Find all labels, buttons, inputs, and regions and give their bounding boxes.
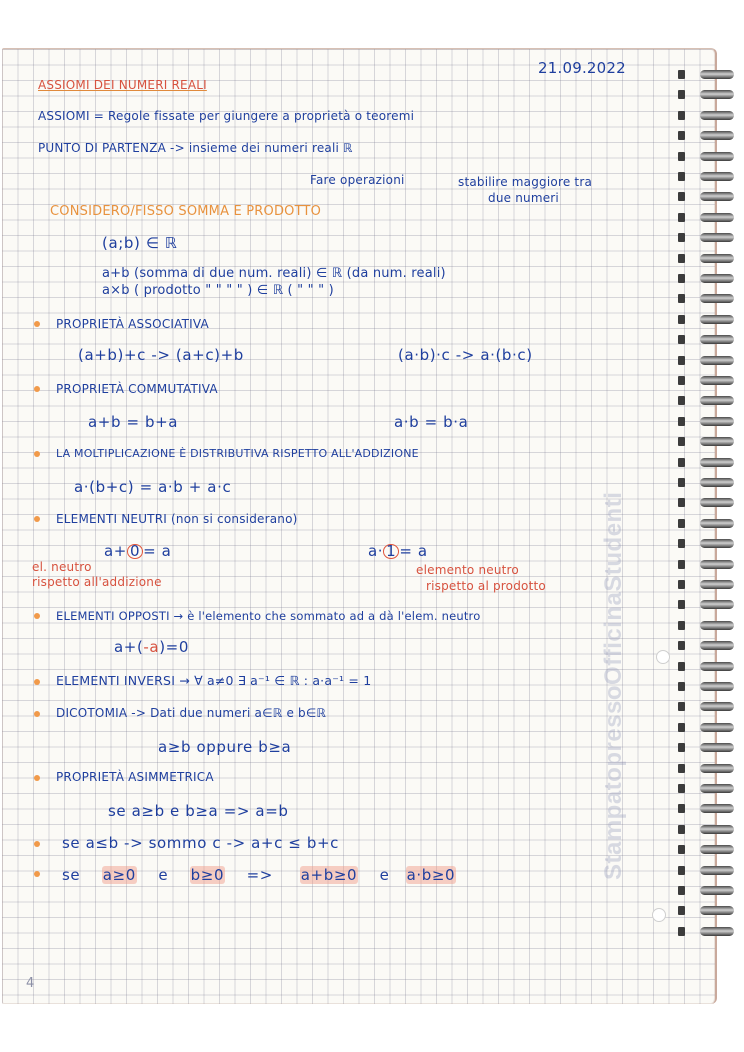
binding-hole [678,723,685,732]
b-ge-0: b≥0 [190,866,225,884]
bullet [34,841,40,847]
watermark: StampatopressoOfficinaStudenti [600,491,627,880]
spiral-ring [700,478,734,487]
spiral-ring [700,417,734,426]
spiral-ring [700,723,734,732]
commutativa-product: a·b = b·a [394,413,469,431]
ab-in-R: (a;b) ∈ ℝ [102,234,178,252]
considero-heading: CONSIDERO/FISSO SOMMA E PRODOTTO [50,204,322,219]
se-word: se [62,866,81,884]
binding-hole [678,315,685,324]
bullet [34,711,40,717]
binding-hole [678,294,685,303]
spiral-ring [700,254,734,263]
bullet [34,775,40,781]
binding-hole [678,376,685,385]
somma-line: a+b (somma di due num. reali) ∈ ℝ (da num. reali) [102,266,446,281]
prodotto-line: a×b ( prodotto " " " " ) ∈ ℝ ( " " " ) [102,283,334,298]
opposti-left: a+( [114,638,144,656]
neutro-prodotto-formula [368,542,428,560]
binding-hole [678,417,685,426]
bullet [34,451,40,457]
binding-hole [678,131,685,140]
spiral-ring [700,315,734,324]
binding-hole [678,335,685,344]
spiral-ring [700,641,734,650]
binding-hole [678,396,685,405]
spiral-ring [700,70,734,79]
opposti-formula [114,638,189,656]
associativa-heading: PROPRIETÀ ASSOCIATIVA [56,317,209,331]
spiral-ring [700,111,734,120]
binding-hole [678,498,685,507]
spiral-ring [700,886,734,895]
spiral-binding [700,70,738,950]
spiral-ring [700,662,734,671]
punch-hole [656,650,670,664]
binding-hole [678,845,685,854]
spiral-ring [700,90,734,99]
neutro-add-left: a+ [104,542,127,560]
binding-hole [678,458,685,467]
spiral-ring [700,702,734,711]
binding-hole [678,906,685,915]
neutro-prod-left: a· [368,542,384,560]
binding-hole [678,641,685,650]
spiral-ring [700,437,734,446]
spiral-ring [700,804,734,813]
neutro-add-right: = a [143,542,172,560]
binding-hole [678,478,685,487]
punch-hole [652,908,666,922]
binding-hole [678,764,685,773]
elemento-neutro-note-2: rispetto al prodotto [426,579,546,593]
opposti-right: )=0 [159,638,189,656]
page-number: 4 [26,976,35,991]
associativa-product: (a·b)·c -> a·(b·c) [398,346,533,364]
binding-hole [678,784,685,793]
neutro-prod-right: = a [399,542,428,560]
bullet [34,321,40,327]
spiral-ring [700,458,734,467]
spiral-ring [700,927,734,936]
fare-operazioni: Fare operazioni [310,173,405,187]
binding-hole [678,621,685,630]
bullet [34,516,40,522]
spiral-ring [700,172,734,181]
opposti-minus-a: -a [143,638,160,656]
spiral-ring [700,784,734,793]
binding-hole [678,90,685,99]
spiral-ring [700,356,734,365]
el-neutro-note-2: rispetto all'addizione [32,575,162,589]
sommo-c-line: se a≤b -> sommo c -> a+c ≤ b+c [62,834,339,852]
el-neutro-note-1: el. neutro [32,560,92,574]
spiral-ring [700,294,734,303]
binding-hole [678,111,685,120]
spiral-ring [700,213,734,222]
binding-hole [678,560,685,569]
distributiva-heading: LA MOLTIPLICAZIONE È DISTRIBUTIVA RISPETTO ALL'ADDIZIONE [56,447,419,460]
spiral-ring [700,335,734,344]
one-circled: 1 [383,544,399,559]
spiral-ring [700,845,734,854]
associativa-sum: (a+b)+c -> (a+c)+b [78,346,244,364]
spiral-ring [700,743,734,752]
spiral-ring [700,131,734,140]
inversi-line: ELEMENTI INVERSI → ∀ a≠0 ∃ a⁻¹ ∈ ℝ : a·a⁻¹ = 1 [56,673,372,688]
spiral-ring [700,580,734,589]
binding-hole [678,519,685,528]
binding-hole [678,682,685,691]
sum-ge-0: a+b≥0 [300,866,358,884]
implies: => [246,866,273,884]
binding-hole [678,192,685,201]
binding-hole [678,70,685,79]
asimmetrica-heading: PROPRIETÀ ASIMMETRICA [56,770,214,784]
binding-hole [678,866,685,875]
spiral-ring [700,376,734,385]
binding-hole [678,662,685,671]
spiral-ring [700,764,734,773]
spiral-ring [700,192,734,201]
elemento-neutro-note-1: elemento neutro [416,563,519,577]
commutativa-sum: a+b = b+a [88,413,179,431]
distributiva-formula: a·(b+c) = a·b + a·c [74,478,232,496]
punto-partenza: PUNTO DI PARTENZA -> insieme dei numeri reali ℝ [38,141,353,155]
spiral-ring [700,152,734,161]
binding-hole [678,213,685,222]
binding-hole [678,233,685,242]
spiral-ring [700,539,734,548]
stabilire: stabilire maggiore tra [458,175,593,189]
date: 21.09.2022 [538,59,626,77]
binding-hole [678,702,685,711]
a-ge-0: a≥0 [102,866,136,884]
spiral-ring [700,274,734,283]
spiral-ring [700,560,734,569]
binding-hole [678,804,685,813]
spiral-ring [700,825,734,834]
e-word-1: e [158,866,169,884]
binding-hole [678,539,685,548]
zero-circled: 0 [127,544,143,559]
binding-hole [678,356,685,365]
binding-hole [678,152,685,161]
dicotomia-line: DICOTOMIA -> Dati due numeri a∈ℝ e b∈ℝ [56,706,327,720]
binding-hole [678,437,685,446]
product-ge-0: a·b≥0 [406,866,456,884]
bullet [34,871,40,877]
due-numeri: due numeri [488,191,559,205]
binding-hole [678,743,685,752]
spiral-ring [700,866,734,875]
spiral-ring [700,519,734,528]
bullet [34,613,40,619]
dicotomia-formula: a≥b oppure b≥a [158,738,292,756]
spiral-ring [700,498,734,507]
opposti-heading: ELEMENTI OPPOSTI → è l'elemento che sommato ad a dà l'elem. neutro [56,609,481,623]
binding-hole [678,825,685,834]
bullet [34,679,40,685]
spiral-ring [700,600,734,609]
spiral-ring [700,906,734,915]
binding-hole [678,254,685,263]
binding-hole [678,886,685,895]
binding-hole [678,274,685,283]
spiral-ring [700,621,734,630]
page-title: ASSIOMI DEI NUMERI REALI [38,78,207,92]
e-word-2: e [379,866,390,884]
spiral-ring [700,233,734,242]
binding-hole [678,600,685,609]
binding-hole [678,172,685,181]
bullet [34,386,40,392]
binding-hole [678,580,685,589]
binding-hole [678,927,685,936]
neutro-addizione-formula [104,542,171,560]
assiomi-definition: ASSIOMI = Regole fissate per giungere a proprietà o teoremi [38,109,415,123]
asimmetrica-formula: se a≥b e b≥a => a=b [108,802,289,820]
neutri-heading: ELEMENTI NEUTRI (non si considerano) [56,512,298,526]
commutativa-heading: PROPRIETÀ COMMUTATIVA [56,382,218,396]
spiral-ring [700,396,734,405]
spiral-ring [700,682,734,691]
positivi-line [62,866,456,884]
